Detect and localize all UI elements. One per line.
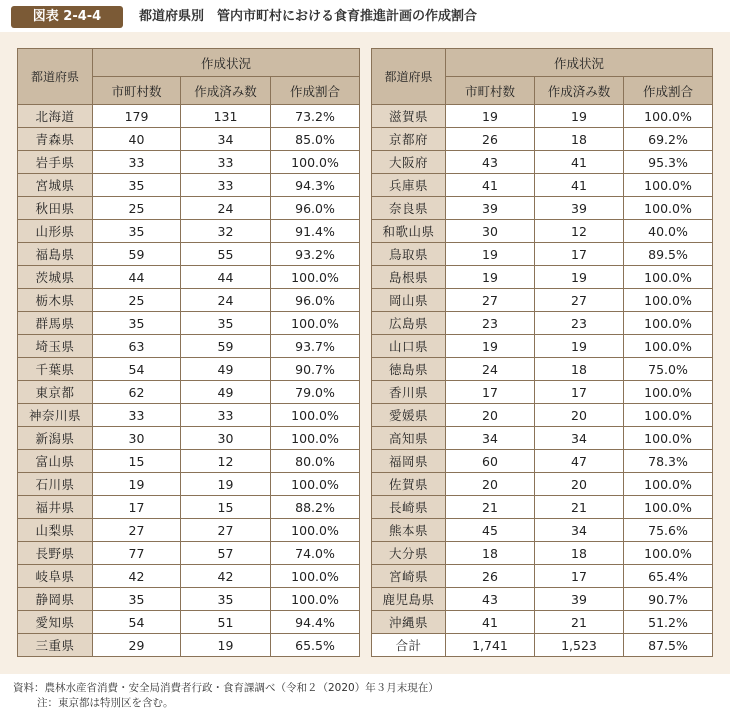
prefecture-cell: 北海道 bbox=[18, 105, 93, 128]
ratio-cell: 69.2% bbox=[624, 128, 713, 151]
ratio-cell: 75.0% bbox=[624, 358, 713, 381]
prefecture-cell: 福井県 bbox=[18, 496, 93, 519]
municipalities-cell: 27 bbox=[446, 289, 535, 312]
municipalities-cell: 34 bbox=[446, 427, 535, 450]
created-cell: 49 bbox=[181, 358, 271, 381]
ratio-cell: 40.0% bbox=[624, 220, 713, 243]
table-row bbox=[18, 358, 360, 381]
created-cell: 131 bbox=[181, 105, 271, 128]
created-cell: 12 bbox=[535, 220, 624, 243]
ratio-cell: 78.3% bbox=[624, 450, 713, 473]
ratio-cell: 73.2% bbox=[271, 105, 360, 128]
prefecture-cell: 神奈川県 bbox=[18, 404, 93, 427]
municipalities-cell: 41 bbox=[446, 174, 535, 197]
municipalities-cell: 43 bbox=[446, 151, 535, 174]
total-row bbox=[372, 634, 713, 657]
table-row bbox=[372, 381, 713, 404]
prefecture-cell: 福島県 bbox=[18, 243, 93, 266]
ratio-cell: 100.0% bbox=[624, 427, 713, 450]
ratio-cell: 100.0% bbox=[271, 404, 360, 427]
table-row bbox=[18, 105, 360, 128]
prefecture-cell: 山梨県 bbox=[18, 519, 93, 542]
municipalities-cell: 41 bbox=[446, 611, 535, 634]
prefecture-cell: 群馬県 bbox=[18, 312, 93, 335]
municipalities-cell: 59 bbox=[93, 243, 181, 266]
ratio-cell: 100.0% bbox=[271, 151, 360, 174]
ratio-cell: 100.0% bbox=[271, 427, 360, 450]
municipalities-cell: 62 bbox=[93, 381, 181, 404]
prefecture-cell: 大分県 bbox=[372, 542, 446, 565]
prefecture-cell: 兵庫県 bbox=[372, 174, 446, 197]
created-cell: 21 bbox=[535, 496, 624, 519]
ratio-cell: 100.0% bbox=[624, 266, 713, 289]
table-row bbox=[18, 335, 360, 358]
municipalities-header: 市町村数 bbox=[93, 77, 181, 105]
created-cell: 23 bbox=[535, 312, 624, 335]
created-cell: 24 bbox=[181, 197, 271, 220]
prefecture-cell: 富山県 bbox=[18, 450, 93, 473]
prefecture-cell: 奈良県 bbox=[372, 197, 446, 220]
created-cell: 59 bbox=[181, 335, 271, 358]
municipalities-cell: 63 bbox=[93, 335, 181, 358]
table-row bbox=[18, 243, 360, 266]
created-cell: 41 bbox=[535, 174, 624, 197]
ratio-cell: 100.0% bbox=[624, 404, 713, 427]
prefecture-cell: 青森県 bbox=[18, 128, 93, 151]
created-cell: 39 bbox=[535, 197, 624, 220]
table-row bbox=[18, 312, 360, 335]
ratio-cell: 94.4% bbox=[271, 611, 360, 634]
created-cell: 19 bbox=[535, 266, 624, 289]
created-cell: 49 bbox=[181, 381, 271, 404]
table-row bbox=[18, 289, 360, 312]
table-row bbox=[372, 174, 713, 197]
ratio-cell: 51.2% bbox=[624, 611, 713, 634]
left-table-body bbox=[18, 105, 360, 657]
table-row bbox=[372, 588, 713, 611]
municipalities-cell: 42 bbox=[93, 565, 181, 588]
prefecture-cell: 宮城県 bbox=[18, 174, 93, 197]
table-row bbox=[18, 473, 360, 496]
ratio-cell: 100.0% bbox=[271, 519, 360, 542]
table-row bbox=[18, 496, 360, 519]
ratio-cell: 100.0% bbox=[624, 381, 713, 404]
right-table bbox=[371, 48, 713, 657]
prefecture-cell: 京都府 bbox=[372, 128, 446, 151]
prefecture-cell: 鳥取県 bbox=[372, 243, 446, 266]
municipalities-cell: 29 bbox=[93, 634, 181, 657]
prefecture-cell: 栃木県 bbox=[18, 289, 93, 312]
prefecture-header: 都道府県 bbox=[18, 49, 93, 105]
ratio-cell: 100.0% bbox=[624, 542, 713, 565]
table-row bbox=[18, 197, 360, 220]
created-cell: 20 bbox=[535, 473, 624, 496]
ratio-cell: 91.4% bbox=[271, 220, 360, 243]
ratio-cell: 90.7% bbox=[624, 588, 713, 611]
table-row bbox=[372, 289, 713, 312]
ratio-cell: 100.0% bbox=[271, 588, 360, 611]
created-cell: 18 bbox=[535, 358, 624, 381]
table-row bbox=[372, 496, 713, 519]
table-row bbox=[18, 404, 360, 427]
created-cell: 39 bbox=[535, 588, 624, 611]
table-row bbox=[372, 243, 713, 266]
ratio-cell: 85.0% bbox=[271, 128, 360, 151]
prefecture-cell: 三重県 bbox=[18, 634, 93, 657]
created-cell: 24 bbox=[181, 289, 271, 312]
created-cell: 55 bbox=[181, 243, 271, 266]
table-row bbox=[18, 151, 360, 174]
municipalities-cell: 33 bbox=[93, 151, 181, 174]
created-cell: 41 bbox=[535, 151, 624, 174]
prefecture-cell: 宮崎県 bbox=[372, 565, 446, 588]
prefecture-cell: 鹿児島県 bbox=[372, 588, 446, 611]
prefecture-cell: 島根県 bbox=[372, 266, 446, 289]
table-row bbox=[372, 151, 713, 174]
prefecture-cell: 熊本県 bbox=[372, 519, 446, 542]
prefecture-cell: 長野県 bbox=[18, 542, 93, 565]
ratio-cell: 65.5% bbox=[271, 634, 360, 657]
table-row bbox=[372, 335, 713, 358]
municipalities-cell: 25 bbox=[93, 289, 181, 312]
municipalities-cell: 18 bbox=[446, 542, 535, 565]
table-row bbox=[18, 611, 360, 634]
source-note: 資料：農林水産省消費・安全局消費者行政・食育課調べ（令和２（2020）年３月末現在） bbox=[13, 682, 439, 694]
prefecture-cell: 千葉県 bbox=[18, 358, 93, 381]
table-row bbox=[372, 105, 713, 128]
created-cell: 34 bbox=[181, 128, 271, 151]
left-table bbox=[17, 48, 360, 657]
ratio-cell: 93.7% bbox=[271, 335, 360, 358]
prefecture-cell: 大阪府 bbox=[372, 151, 446, 174]
ratio-header: 作成割合 bbox=[624, 77, 713, 105]
table-row bbox=[372, 358, 713, 381]
municipalities-cell: 20 bbox=[446, 473, 535, 496]
created-cell: 12 bbox=[181, 450, 271, 473]
table-row bbox=[372, 611, 713, 634]
created-cell: 18 bbox=[535, 128, 624, 151]
total-ratio-cell: 87.5% bbox=[624, 634, 713, 657]
municipalities-cell: 33 bbox=[93, 404, 181, 427]
municipalities-cell: 44 bbox=[93, 266, 181, 289]
table-row bbox=[372, 220, 713, 243]
municipalities-cell: 24 bbox=[446, 358, 535, 381]
municipalities-cell: 23 bbox=[446, 312, 535, 335]
created-cell: 47 bbox=[535, 450, 624, 473]
municipalities-cell: 19 bbox=[93, 473, 181, 496]
created-cell: 19 bbox=[181, 634, 271, 657]
table-row bbox=[372, 197, 713, 220]
created-cell: 19 bbox=[181, 473, 271, 496]
table-row bbox=[372, 404, 713, 427]
municipalities-cell: 19 bbox=[446, 243, 535, 266]
ratio-cell: 96.0% bbox=[271, 197, 360, 220]
prefecture-cell: 佐賀県 bbox=[372, 473, 446, 496]
municipalities-cell: 43 bbox=[446, 588, 535, 611]
municipalities-cell: 54 bbox=[93, 358, 181, 381]
prefecture-cell: 静岡県 bbox=[18, 588, 93, 611]
created-cell: 17 bbox=[535, 565, 624, 588]
ratio-cell: 100.0% bbox=[624, 197, 713, 220]
created-cell: 34 bbox=[535, 427, 624, 450]
created-cell: 51 bbox=[181, 611, 271, 634]
created-cell: 44 bbox=[181, 266, 271, 289]
municipalities-cell: 15 bbox=[93, 450, 181, 473]
prefecture-cell: 愛媛県 bbox=[372, 404, 446, 427]
table-row bbox=[372, 542, 713, 565]
prefecture-cell: 香川県 bbox=[372, 381, 446, 404]
created-cell: 33 bbox=[181, 404, 271, 427]
created-cell: 15 bbox=[181, 496, 271, 519]
municipalities-cell: 45 bbox=[446, 519, 535, 542]
status-group-header: 作成状況 bbox=[446, 49, 713, 77]
municipalities-cell: 19 bbox=[446, 105, 535, 128]
created-cell: 33 bbox=[181, 174, 271, 197]
municipalities-cell: 35 bbox=[93, 220, 181, 243]
prefecture-cell: 岐阜県 bbox=[18, 565, 93, 588]
total-created-cell: 1,523 bbox=[535, 634, 624, 657]
municipalities-cell: 27 bbox=[93, 519, 181, 542]
right-table-body bbox=[372, 105, 713, 657]
table-row bbox=[18, 381, 360, 404]
created-cell: 35 bbox=[181, 312, 271, 335]
prefecture-cell: 岩手県 bbox=[18, 151, 93, 174]
status-group-header: 作成状況 bbox=[93, 49, 360, 77]
prefecture-header: 都道府県 bbox=[372, 49, 446, 105]
prefecture-cell: 滋賀県 bbox=[372, 105, 446, 128]
figure-header bbox=[0, 0, 730, 32]
ratio-cell: 88.2% bbox=[271, 496, 360, 519]
prefecture-cell: 山口県 bbox=[372, 335, 446, 358]
municipalities-cell: 19 bbox=[446, 335, 535, 358]
ratio-cell: 94.3% bbox=[271, 174, 360, 197]
municipalities-cell: 19 bbox=[446, 266, 535, 289]
municipalities-cell: 25 bbox=[93, 197, 181, 220]
municipalities-cell: 60 bbox=[446, 450, 535, 473]
ratio-cell: 96.0% bbox=[271, 289, 360, 312]
ratio-cell: 100.0% bbox=[624, 496, 713, 519]
municipalities-cell: 35 bbox=[93, 588, 181, 611]
prefecture-cell: 広島県 bbox=[372, 312, 446, 335]
prefecture-cell: 埼玉県 bbox=[18, 335, 93, 358]
ratio-cell: 100.0% bbox=[271, 312, 360, 335]
municipalities-cell: 40 bbox=[93, 128, 181, 151]
created-header: 作成済み数 bbox=[535, 77, 624, 105]
figure-label: 図表 2-4-4 bbox=[11, 6, 123, 28]
ratio-cell: 100.0% bbox=[624, 174, 713, 197]
created-cell: 19 bbox=[535, 335, 624, 358]
footnote: 注：東京都は特別区を含む。 bbox=[37, 697, 174, 709]
created-cell: 17 bbox=[535, 381, 624, 404]
municipalities-cell: 30 bbox=[446, 220, 535, 243]
ratio-cell: 95.3% bbox=[624, 151, 713, 174]
ratio-cell: 100.0% bbox=[624, 105, 713, 128]
table-row bbox=[18, 128, 360, 151]
created-cell: 18 bbox=[535, 542, 624, 565]
table-row bbox=[372, 473, 713, 496]
table-row bbox=[372, 312, 713, 335]
ratio-cell: 80.0% bbox=[271, 450, 360, 473]
table-row bbox=[372, 128, 713, 151]
prefecture-cell: 和歌山県 bbox=[372, 220, 446, 243]
ratio-header: 作成割合 bbox=[271, 77, 360, 105]
table-row bbox=[18, 634, 360, 657]
ratio-cell: 100.0% bbox=[271, 473, 360, 496]
prefecture-cell: 新潟県 bbox=[18, 427, 93, 450]
table-row bbox=[18, 174, 360, 197]
municipalities-cell: 26 bbox=[446, 128, 535, 151]
table-row bbox=[18, 220, 360, 243]
municipalities-cell: 20 bbox=[446, 404, 535, 427]
created-cell: 21 bbox=[535, 611, 624, 634]
prefecture-cell: 愛知県 bbox=[18, 611, 93, 634]
municipalities-cell: 179 bbox=[93, 105, 181, 128]
created-cell: 32 bbox=[181, 220, 271, 243]
table-row bbox=[18, 542, 360, 565]
municipalities-cell: 21 bbox=[446, 496, 535, 519]
ratio-cell: 75.6% bbox=[624, 519, 713, 542]
prefecture-cell: 山形県 bbox=[18, 220, 93, 243]
ratio-cell: 100.0% bbox=[271, 565, 360, 588]
created-cell: 20 bbox=[535, 404, 624, 427]
municipalities-cell: 35 bbox=[93, 312, 181, 335]
prefecture-cell: 秋田県 bbox=[18, 197, 93, 220]
municipalities-cell: 39 bbox=[446, 197, 535, 220]
ratio-cell: 93.2% bbox=[271, 243, 360, 266]
municipalities-header: 市町村数 bbox=[446, 77, 535, 105]
created-cell: 42 bbox=[181, 565, 271, 588]
created-cell: 33 bbox=[181, 151, 271, 174]
table-row bbox=[18, 588, 360, 611]
table-row bbox=[372, 519, 713, 542]
created-cell: 19 bbox=[535, 105, 624, 128]
table-row bbox=[372, 450, 713, 473]
total-label-cell: 合計 bbox=[372, 634, 446, 657]
created-cell: 27 bbox=[535, 289, 624, 312]
table-panel bbox=[0, 32, 730, 674]
table-row bbox=[372, 427, 713, 450]
prefecture-cell: 茨城県 bbox=[18, 266, 93, 289]
table-row bbox=[18, 565, 360, 588]
table-row bbox=[18, 266, 360, 289]
municipalities-cell: 17 bbox=[446, 381, 535, 404]
ratio-cell: 100.0% bbox=[624, 335, 713, 358]
total-municipalities-cell: 1,741 bbox=[446, 634, 535, 657]
prefecture-cell: 高知県 bbox=[372, 427, 446, 450]
ratio-cell: 65.4% bbox=[624, 565, 713, 588]
created-cell: 30 bbox=[181, 427, 271, 450]
prefecture-cell: 東京都 bbox=[18, 381, 93, 404]
municipalities-cell: 35 bbox=[93, 174, 181, 197]
prefecture-cell: 石川県 bbox=[18, 473, 93, 496]
table-row bbox=[18, 450, 360, 473]
figure-title: 都道府県別 管内市町村における食育推進計画の作成割合 bbox=[139, 9, 478, 24]
ratio-cell: 74.0% bbox=[271, 542, 360, 565]
prefecture-cell: 徳島県 bbox=[372, 358, 446, 381]
created-cell: 34 bbox=[535, 519, 624, 542]
prefecture-cell: 岡山県 bbox=[372, 289, 446, 312]
created-cell: 35 bbox=[181, 588, 271, 611]
ratio-cell: 100.0% bbox=[271, 266, 360, 289]
prefecture-cell: 長崎県 bbox=[372, 496, 446, 519]
ratio-cell: 100.0% bbox=[624, 289, 713, 312]
table-row bbox=[18, 519, 360, 542]
created-cell: 27 bbox=[181, 519, 271, 542]
ratio-cell: 79.0% bbox=[271, 381, 360, 404]
ratio-cell: 100.0% bbox=[624, 473, 713, 496]
created-cell: 17 bbox=[535, 243, 624, 266]
municipalities-cell: 30 bbox=[93, 427, 181, 450]
municipalities-cell: 54 bbox=[93, 611, 181, 634]
municipalities-cell: 77 bbox=[93, 542, 181, 565]
created-cell: 57 bbox=[181, 542, 271, 565]
created-header: 作成済み数 bbox=[181, 77, 271, 105]
prefecture-cell: 沖縄県 bbox=[372, 611, 446, 634]
ratio-cell: 89.5% bbox=[624, 243, 713, 266]
municipalities-cell: 26 bbox=[446, 565, 535, 588]
table-row bbox=[18, 427, 360, 450]
table-row bbox=[372, 266, 713, 289]
table-row bbox=[372, 565, 713, 588]
ratio-cell: 90.7% bbox=[271, 358, 360, 381]
prefecture-cell: 福岡県 bbox=[372, 450, 446, 473]
ratio-cell: 100.0% bbox=[624, 312, 713, 335]
municipalities-cell: 17 bbox=[93, 496, 181, 519]
footnotes bbox=[13, 681, 439, 711]
